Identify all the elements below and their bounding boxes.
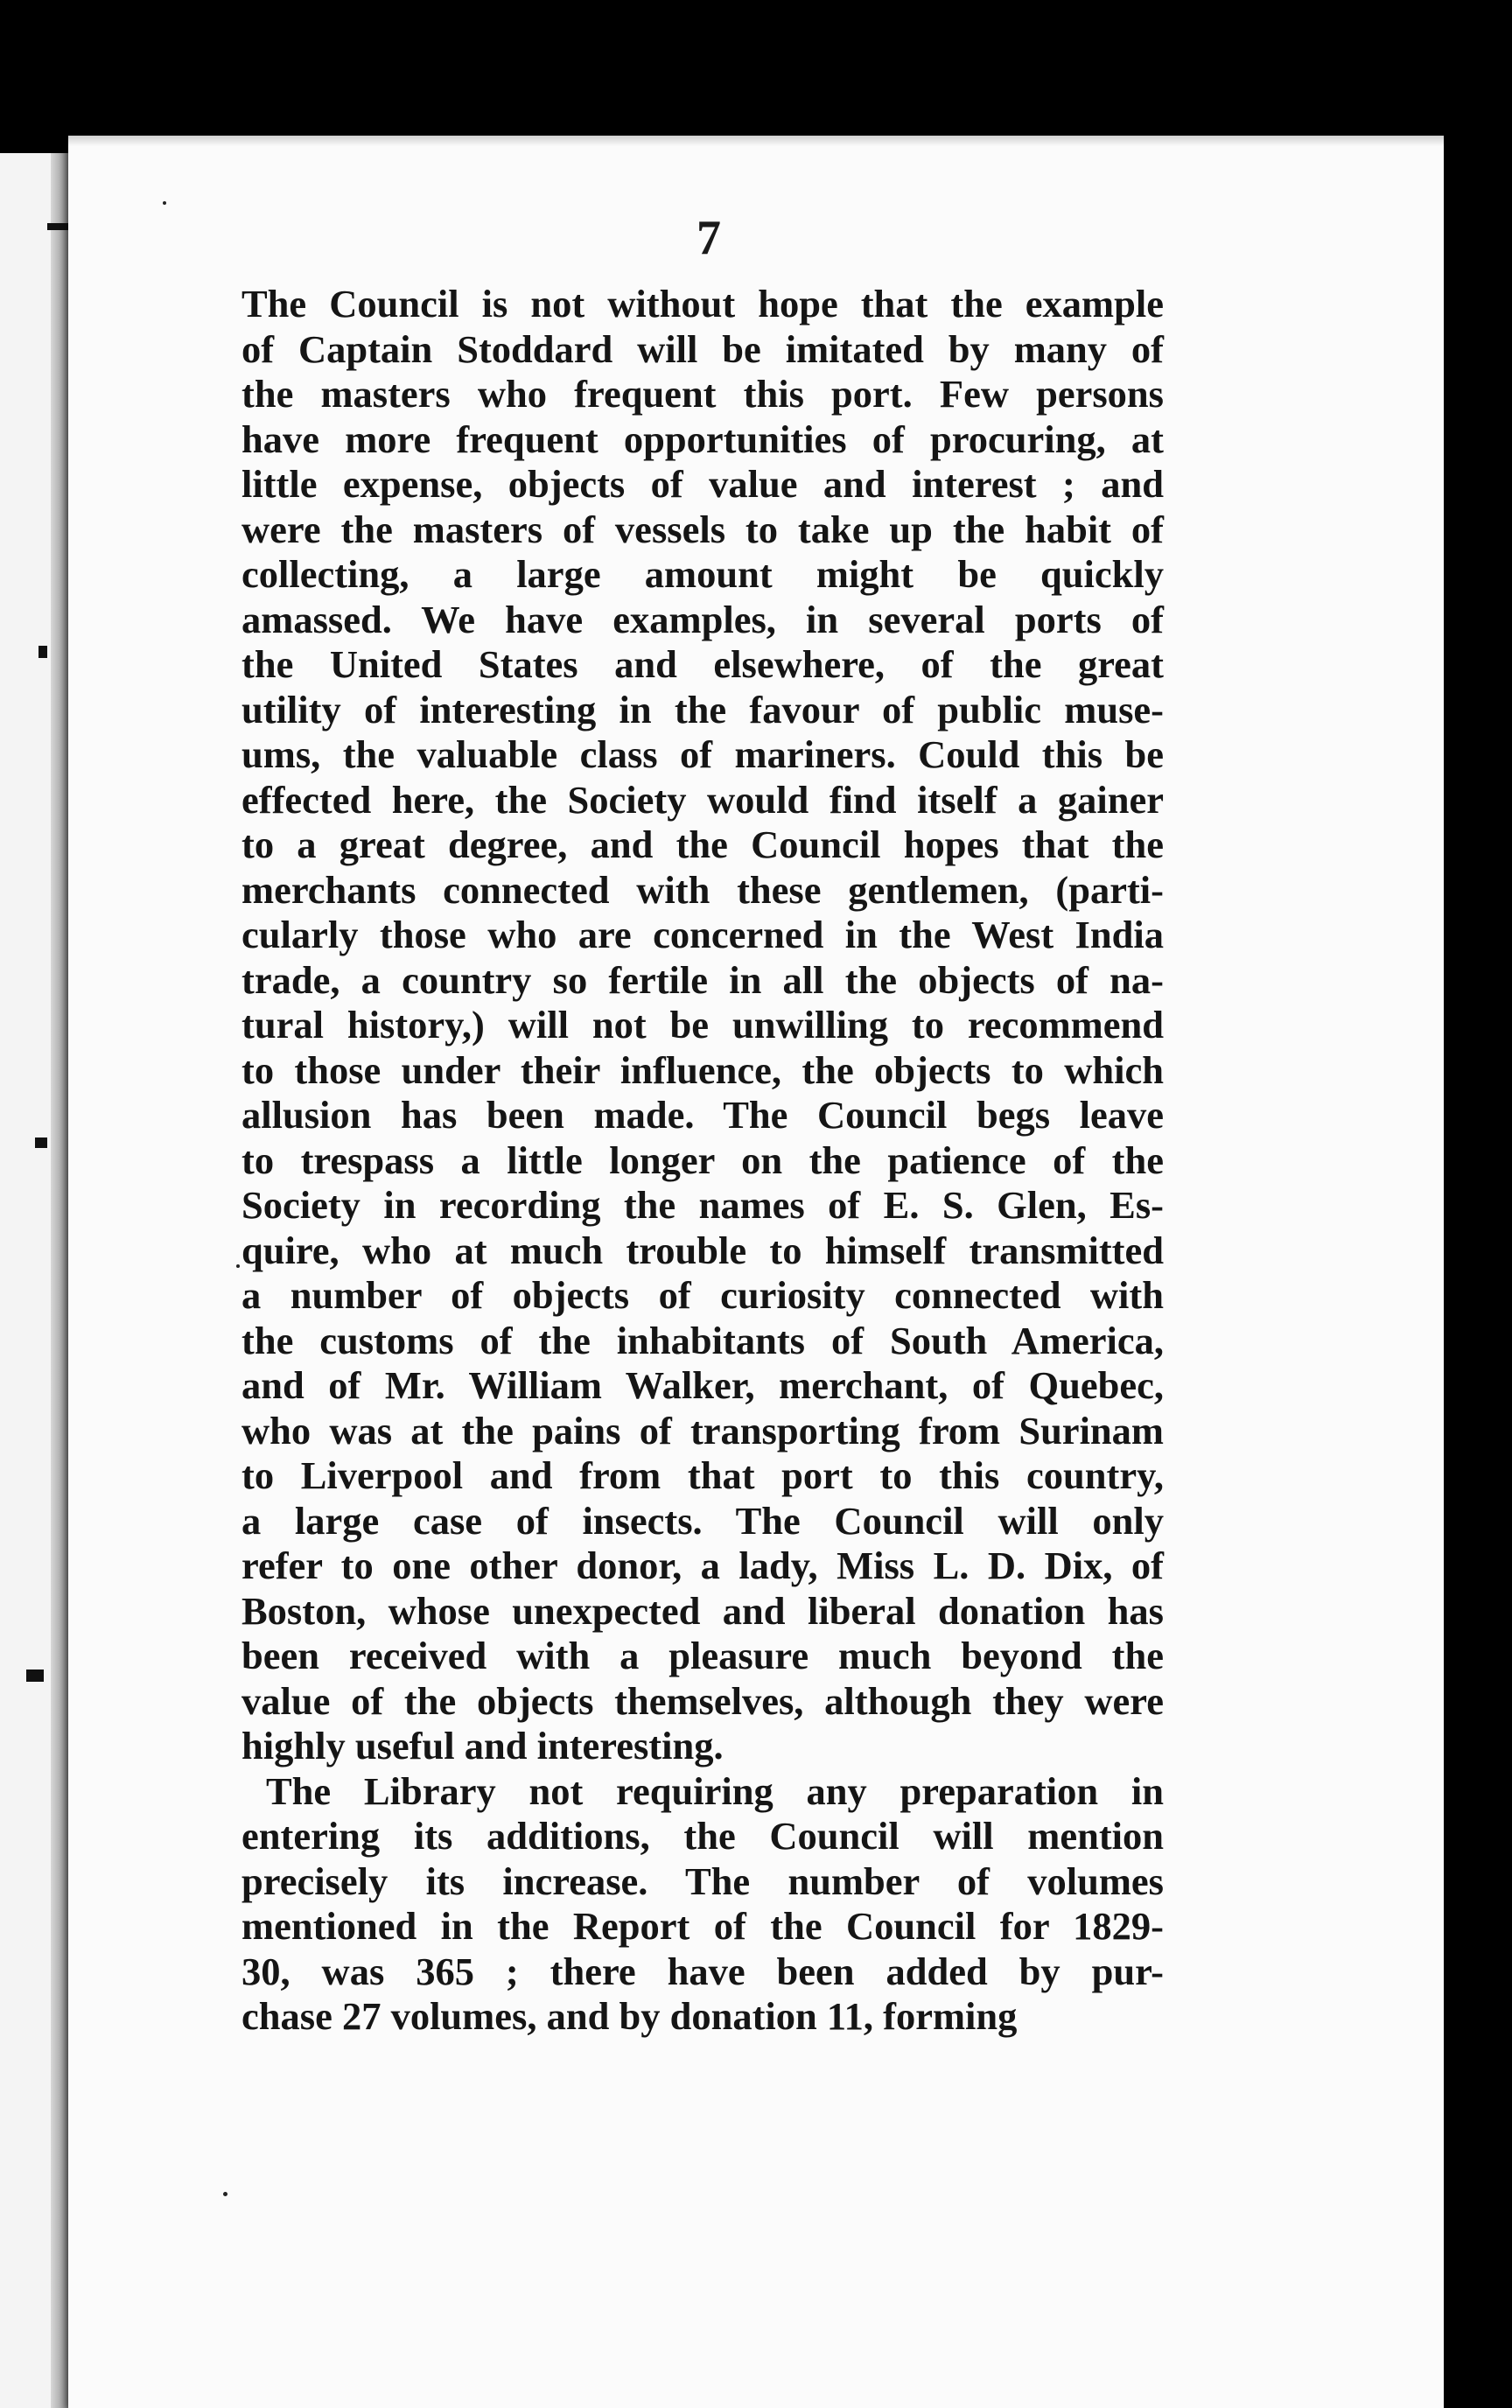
text-line: The Council is not without hope that the example: [242, 282, 1164, 326]
dust-speck: [236, 1264, 240, 1268]
text-line: precisely its increase. The number of volumes: [242, 1858, 1164, 1903]
text-line: highly useful and interesting.: [242, 1724, 724, 1768]
text-line: quire, who at much trouble to himself transmitted: [242, 1228, 1164, 1272]
text-line: Boston, whose unexpected and liberal donation has: [242, 1588, 1164, 1633]
text-line: a large case of insects. The Council will only: [242, 1498, 1164, 1543]
text-line: trade, a country so fertile in all the objects of na-: [242, 957, 1164, 1002]
text-line: ums, the valuable class of mariners. Could this be: [242, 732, 1164, 776]
paragraph: [242, 282, 1164, 1769]
page-number: 7: [696, 211, 721, 265]
text-line: the United States and elsewhere, of the great: [242, 642, 1164, 686]
text-line: amassed. We have examples, in several ports of: [242, 597, 1164, 641]
text-line: to those under their influence, the objects to which: [242, 1047, 1164, 1092]
text-line: have more frequent opportunities of procuring, at: [242, 416, 1164, 461]
text-line: mentioned in the Report of the Council for 1829-: [242, 1904, 1164, 1948]
text-line: value of the objects themselves, although they were: [242, 1678, 1164, 1723]
text-line: to Liverpool and from that port to this country,: [242, 1453, 1164, 1497]
text-line: The Library not requiring any preparation in: [266, 1768, 1164, 1813]
text-line: were the masters of vessels to take up the habit of: [242, 507, 1164, 551]
text-line: entering its additions, the Council will mention: [242, 1814, 1164, 1858]
text-line: chase 27 volumes, and by donation 11, forming: [242, 1994, 1018, 2038]
text-line: effected here, the Society would find itself a gainer: [242, 777, 1164, 822]
text-line: little expense, objects of value and interest ; and: [242, 462, 1164, 506]
text-line: the customs of the inhabitants of South America,: [242, 1318, 1164, 1362]
text-line: of Captain Stoddard will be imitated by many of: [242, 326, 1164, 371]
binding-mark: [26, 1670, 44, 1682]
text-line: and of Mr. William Walker, merchant, of Quebec,: [242, 1363, 1164, 1407]
text-line: tural history,) will not be unwilling to recommend: [242, 1003, 1164, 1046]
text-line: allusion has been made. The Council begs leave: [242, 1093, 1164, 1137]
page-top-edge: [68, 136, 1444, 146]
text-line: to trespass a little longer on the patience of the: [242, 1138, 1164, 1182]
text-line: utility of interesting in the favour of public muse-: [242, 687, 1164, 732]
text-line: to a great degree, and the Council hopes that the: [242, 822, 1164, 866]
paragraph: [242, 1769, 1164, 2040]
text-line: refer to one other donor, a lady, Miss L. D. Dix, of: [242, 1544, 1164, 1587]
text-line: who was at the pains of transporting from Surinam: [242, 1408, 1164, 1452]
text-line: 30, was 365 ; there have been added by pur-: [242, 1949, 1164, 1993]
dust-speck: [163, 201, 166, 205]
body-text: [242, 282, 1164, 2040]
text-line: the masters who frequent this port. Few persons: [242, 372, 1164, 416]
binding-mark: [35, 1138, 47, 1148]
binding-mark: [38, 646, 47, 658]
text-line: been received with a pleasure much beyond the: [242, 1634, 1164, 1677]
text-line: merchants connected with these gentlemen, (parti-: [242, 867, 1164, 912]
text-line: collecting, a large amount might be quickly: [242, 552, 1164, 596]
text-line: Society in recording the names of E. S. Glen, Es-: [242, 1183, 1164, 1227]
text-line: cularly those who are concerned in the West India: [242, 913, 1164, 956]
text-line: a number of objects of curiosity connected with: [242, 1273, 1164, 1317]
dust-speck: [223, 2192, 228, 2196]
